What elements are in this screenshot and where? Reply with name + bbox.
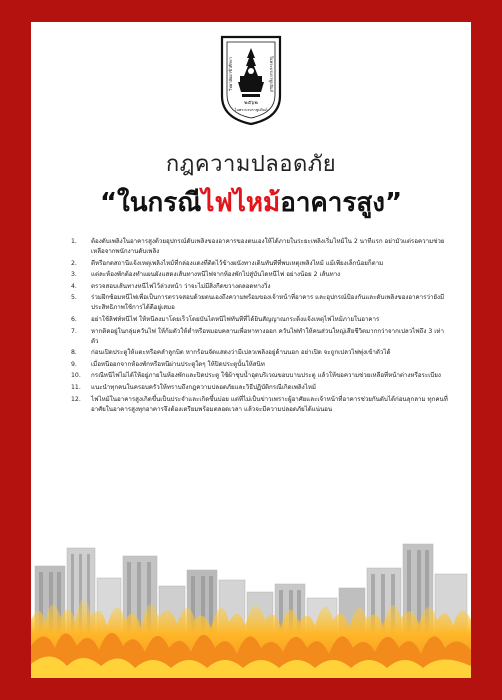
rule-text: แต่ละห้องพักต้องทำแผนผังแสดงเส้นทางหนีไฟจากห้องพักไปสู่บันไดหนีไฟ อย่างน้อย 2 เส้นทาง [91,271,341,279]
subtitle-red: ไฟไหม้ [201,188,281,218]
seal-year: ๒๕๖๒ [244,100,258,106]
rule-item [71,315,451,325]
rule-text: อย่าใช้ลิฟท์หนีไฟ ให้หนีลงมาโดยเร็วโดยบันไดหนีไฟทันทีที่ได้ยินสัญญาณกระดิ่งแจ้งเหตุไฟไหม้ภายในอาคาร [91,315,380,323]
rule-text: ตรวจสอบเส้นทางหนีไฟไว้ล่วงหน้า ว่าจะไม่มีสิ่งกีดขวางตลอดทางวิ่ง [91,282,271,290]
rule-number: 6. [71,315,77,323]
rule-number: 4. [71,282,77,290]
rule-text: ต้องดับเพลิงในอาคารสูงด้วยอุปกรณ์ดับเพลิงของอาคารของตนเองให้ได้ภายในระยะเพลิงเริ่มไหม้ใน 2 นาทีแรก อย่ามัวแต่รอความช่วยเหลือจากพนักงานดับเพลิง [91,238,445,255]
seal-emblem-icon [218,34,284,126]
seal-right-text: ในพระบรมราชูปถัมภ์ [269,55,274,93]
rule-text: เมื่อหนีออกจากห้องพักหรือหนีผ่านประตูใดๆ ให้ปิดประตูนั้นให้สนิท [91,360,265,368]
poster-subtitle [31,182,471,223]
rule-text: หากติดอยู่ในกลุ่มควันไฟ ให้ก้มตัวให้ต่ำหรือหมอบคลานเพื่อหาทางออก ควันไฟทำให้คนส่วนใหญ่เสียชีวิตมากกว่าจากเปลวไฟถึง 3 เท่าตัว [91,327,444,345]
rule-item [71,237,451,257]
rule-item [71,360,451,370]
rule-item [71,395,451,415]
burning-city-illustration [31,508,471,678]
poster-title: กฎความปลอดภัย [165,152,337,177]
rule-item [71,327,451,347]
seal-bottom-text: ไนพระบรมราชูปถัมภ์ [234,108,268,112]
rule-number: 5. [71,294,77,302]
rule-number: 10. [71,372,81,380]
rule-text: กรณีหนีไฟไม่ได้ให้อยู่ภายในห้องพักและปิดประตู ใช้ผ้าชุบน้ำอุดบริเวณขอบบานประตู แล้วให้ขอความช่วยเหลือที่หน้าต่างหรือระเบียง [91,372,441,380]
rule-number: 7. [71,327,77,335]
rule-text: แนะนำทุกคนในครอบครัวให้ทราบถึงกฎความปลอดภัยและวิธีปฏิบัติกรณีเกิดเพลิงไหม้ [91,383,316,391]
rule-number: 2. [71,259,77,267]
seal-left-text: วิทยาลัยอาชีวศึกษา [228,57,233,91]
rule-text: ก่อนเปิดประตูให้แตะหรือคลำลูกบิด หากร้อนจัดแสดงว่ามีเปลวเพลิงอยู่ด้านนอก อย่าเปิด จะถูกเปลวไฟพุ่งเข้าตัวได้ [91,349,391,357]
rule-item [71,259,451,269]
rule-text: ตีหรือกดสถานีแจ้งเหตุเพลิงไหม้ที่กล่องแดงที่ติดไว้ข้างผนังทางเดินทันทีที่พบเหตุเพลิงไหม้ แม้เพียงเล็กน้อยก็ตาม [91,259,384,267]
rule-item [71,383,451,393]
rule-item [71,270,451,280]
subtitle-close: อาคารสูง” [280,188,403,218]
rule-text: ร่วมฝึกซ้อมหนีไฟเพื่อเป็นการตรวจสอบด้วยตนเองถึงความพร้อมของเจ้าหน้าที่อาคาร และอุปกรณ์ป้องกันและดับเพลิงของอาคารว่ายังมีประสิทธิภาพใช้การได้ดีอยู่เสมอ [91,294,445,312]
subtitle-open: “ในกรณี [99,188,202,218]
rule-item [71,282,451,292]
rule-number: 8. [71,349,77,357]
poster [31,22,471,678]
rule-number: 9. [71,360,77,368]
rule-number: 1. [71,238,77,245]
rules-list [71,237,451,416]
rule-item [71,293,451,313]
rule-number: 11. [71,383,81,391]
rule-item [71,371,451,381]
rule-text: ไฟไหม้ในอาคารสูงเกิดขึ้นเป็นประจำและเกิดขึ้นบ่อย แต่ที่ไม่เป็นข่าวเพราะผู้อาศัยและเจ้าหน้าที่อาคารช่วยกันดับได้ก่อนลุกลาม ทุกคนที่อาศัยในอาคารสูงทุกอาคารจึงต้องเตรียมพร้อมตลอดเวลา แล้วจะมีความปลอดภัยได้แน่นอน [91,395,448,413]
rule-item [71,348,451,358]
rule-number: 3. [71,271,77,279]
rule-number: 12. [71,395,81,403]
